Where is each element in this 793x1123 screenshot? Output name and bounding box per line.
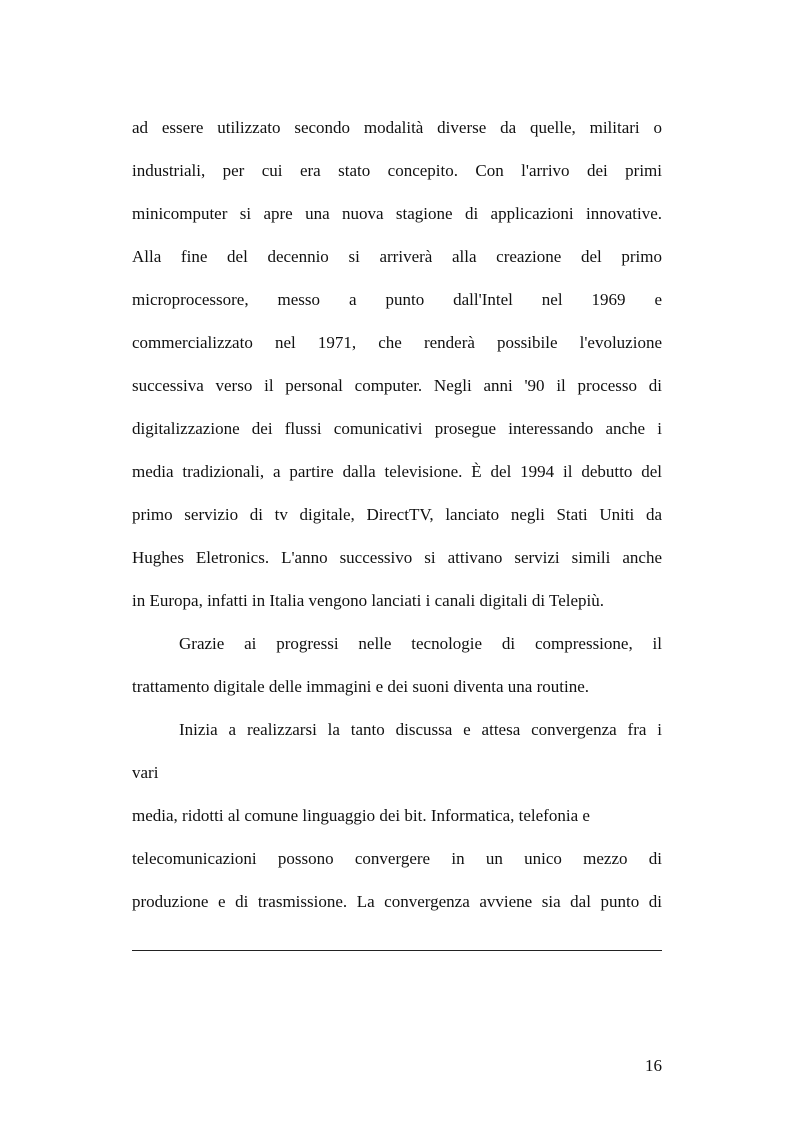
text-line: vari [132,763,159,782]
text-line: ad essere utilizzato secondo modalità diverse da quelle, militari o [132,118,662,137]
footnote-separator [132,950,662,951]
text-line: media tradizionali, a partire dalla televisione. È del 1994 il debutto del [132,462,662,481]
text-line: minicomputer si apre una nuova stagione di applicazioni innovative. [132,204,662,223]
body-text [132,106,662,923]
text-line: industriali, per cui era stato concepito. Con l'arrivo dei primi [132,161,662,180]
text-line: media, ridotti al comune linguaggio dei bit. Informatica, telefonia e [132,806,590,825]
text-line: Alla fine del decennio si arriverà alla creazione del primo [132,247,662,266]
text-line: microprocessore, messo a punto dall'Intel nel 1969 e [132,290,662,309]
text-line: primo servizio di tv digitale, DirectTV, lanciato negli Stati Uniti da [132,505,662,524]
text-line: successiva verso il personal computer. Negli anni '90 il processo di [132,376,662,395]
text-line: telecomunicazioni possono convergere in un unico mezzo di [132,849,662,868]
text-line: Hughes Eletronics. L'anno successivo si attivano servizi simili anche [132,548,662,567]
text-line: produzione e di trasmissione. La convergenza avviene sia dal punto di [132,892,662,911]
text-line: in Europa, infatti in Italia vengono lanciati i canali digitali di Telepiù. [132,591,604,610]
paragraph-first-line: Grazie ai progressi nelle tecnologie di compressione, il [179,634,662,653]
text-line: commercializzato nel 1971, che renderà possibile l'evoluzione [132,333,662,352]
text-line: digitalizzazione dei flussi comunicativi prosegue interessando anche i [132,419,662,438]
page-number: 16 [645,1056,662,1075]
text-line: trattamento digitale delle immagini e dei suoni diventa una routine. [132,677,589,696]
paragraph-first-line: Inizia a realizzarsi la tanto discussa e attesa convergenza fra i [179,720,662,739]
